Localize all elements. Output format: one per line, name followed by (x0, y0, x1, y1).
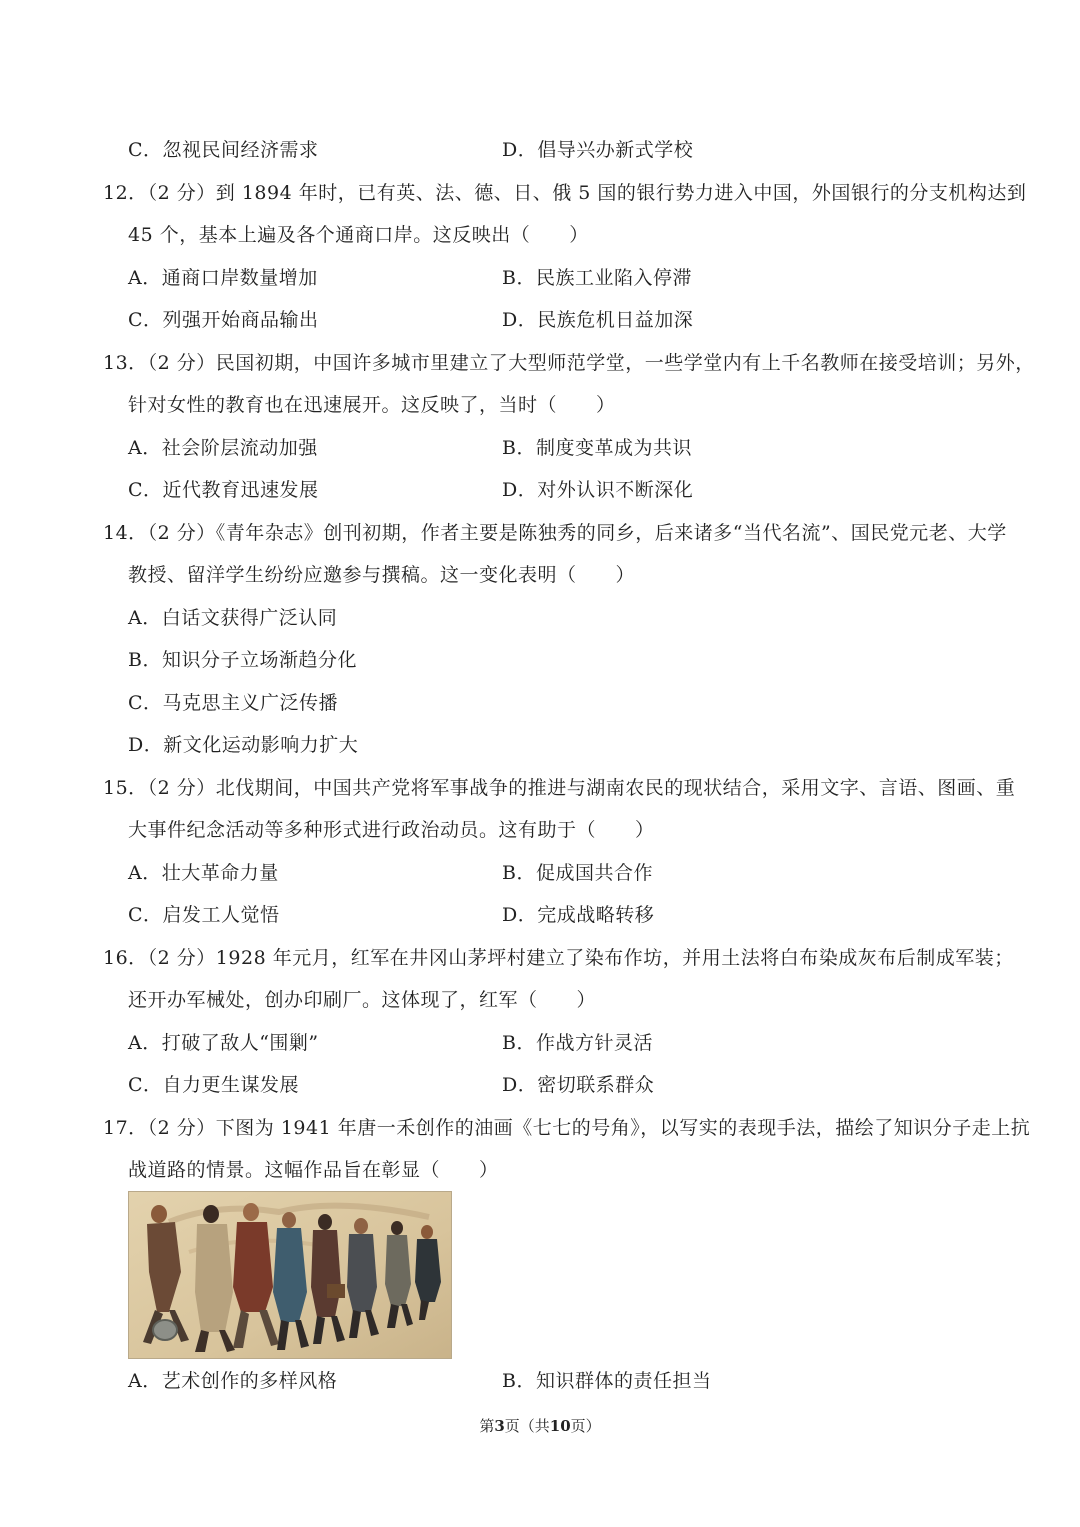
q15-stem-line1: 15．（2 分）北伐期间，中国共产党将军事战争的推进与湖南农民的现状结合，采用文字、言语、图画、重 (103, 777, 1016, 799)
footer-prefix: 第 (479, 1417, 495, 1435)
q13-option-a: A．社会阶层流动加强 (128, 437, 318, 459)
q15-option-a: A．壮大革命力量 (128, 862, 279, 884)
q15-stem-line2: 大事件纪念活动等多种形式进行政治动员。这有助于（ ） (128, 819, 655, 841)
q12-stem-line2: 45 个，基本上遍及各个通商口岸。这反映出（ ） (128, 224, 589, 246)
q17-option-b: B．知识群体的责任担当 (502, 1370, 712, 1392)
q16-option-b: B．作战方针灵活 (502, 1032, 653, 1054)
q11-option-d: D．倡导兴办新式学校 (502, 139, 694, 161)
q15-option-d: D．完成战略转移 (502, 904, 655, 926)
q14-stem-line2: 教授、留洋学生纷纷应邀参与撰稿。这一变化表明（ ） (128, 564, 636, 586)
q14-option-c: C．马克思主义广泛传播 (128, 692, 339, 714)
q13-stem-line1: 13．（2 分）民国初期，中国许多城市里建立了大型师范学堂，一些学堂内有上千名教师在接受培训；另外， (103, 352, 1035, 374)
footer-page-number: 3 (494, 1417, 505, 1435)
q14-stem-line1: 14．（2 分）《青年杂志》创刊初期，作者主要是陈独秀的同乡，后来诸多“当代名流”、国民党元老、大学 (103, 522, 1007, 544)
q14-option-b: B．知识分子立场渐趋分化 (128, 649, 357, 671)
footer-suffix: 页） (570, 1417, 601, 1435)
q16-option-c: C．自力更生谋发展 (128, 1074, 300, 1096)
q12-option-d: D．民族危机日益加深 (502, 309, 694, 331)
q16-option-d: D．密切联系群众 (502, 1074, 655, 1096)
q15-option-c: C．启发工人觉悟 (128, 904, 280, 926)
q13-option-d: D．对外认识不断深化 (502, 479, 694, 501)
q11-option-c: C．忽视民间经济需求 (128, 139, 319, 161)
q12-option-a: A．通商口岸数量增加 (128, 267, 318, 289)
q17-option-a: A．艺术创作的多样风格 (128, 1370, 338, 1392)
q13-stem-line2: 针对女性的教育也在迅速展开。这反映了，当时（ ） (128, 394, 616, 416)
q15-option-b: B．促成国共合作 (502, 862, 653, 884)
q12-option-c: C．列强开始商品输出 (128, 309, 319, 331)
q17-stem-line2: 战道路的情景。这幅作品旨在彰显（ ） (128, 1159, 499, 1181)
q14-option-a: A．白话文获得广泛认同 (128, 607, 338, 629)
q16-option-a: A．打破了敌人“围剿” (128, 1032, 319, 1054)
q13-option-b: B．制度变革成为共识 (502, 437, 692, 459)
q13-option-c: C．近代教育迅速发展 (128, 479, 319, 501)
oil-painting-image (128, 1191, 452, 1359)
q14-option-d: D．新文化运动影响力扩大 (128, 734, 359, 756)
q12-stem-line1: 12．（2 分）到 1894 年时，已有英、法、德、日、俄 5 国的银行势力进入中国，外国银行的分支机构达到 (103, 182, 1027, 204)
q12-option-b: B．民族工业陷入停滞 (502, 267, 692, 289)
footer-total-pages: 10 (549, 1417, 571, 1435)
page-footer (0, 1414, 1080, 1438)
q16-stem-line2: 还开办军械处，创办印刷厂。这体现了，红军（ ） (128, 989, 597, 1011)
q16-stem-line1: 16．（2 分）1928 年元月，红军在井冈山茅坪村建立了染布作坊，并用土法将白布染成灰布后制成军装； (103, 947, 1014, 969)
footer-middle: 页（共 (504, 1417, 550, 1435)
q17-stem-line1: 17．（2 分）下图为 1941 年唐一禾创作的油画《七七的号角》，以写实的表现手法，描绘了知识分子走上抗 (103, 1117, 1031, 1139)
